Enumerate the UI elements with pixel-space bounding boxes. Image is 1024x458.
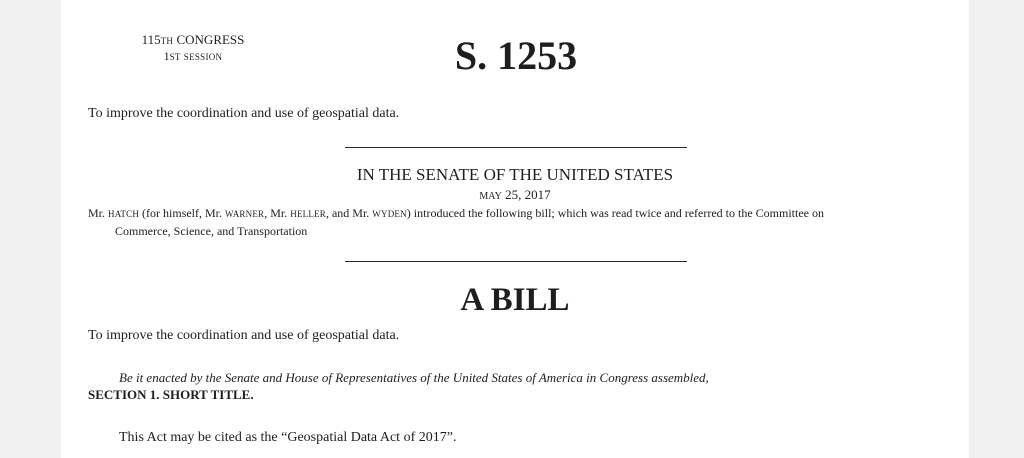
senate-heading: IN THE SENATE OF THE UNITED STATES bbox=[356, 165, 674, 184]
intro-part3: , and Mr. bbox=[325, 206, 370, 220]
divider-top bbox=[345, 147, 687, 148]
congress-number-suffix: TH bbox=[160, 36, 174, 46]
divider-bottom bbox=[345, 261, 687, 262]
short-title-text: This Act may be cited as the “Geospatial Data Act of 2017”. bbox=[119, 430, 457, 445]
sponsor-name: HATCH bbox=[108, 209, 140, 219]
session-word: SESSION bbox=[183, 52, 223, 62]
introduction-paragraph bbox=[88, 205, 958, 240]
intro-part1: (for himself, Mr. bbox=[142, 206, 223, 220]
date-rest: 25, 2017 bbox=[505, 187, 551, 202]
bill-purpose-top: To improve the coordination and use of geospatial data. bbox=[88, 106, 400, 121]
a-bill-heading: A BILL bbox=[460, 282, 570, 318]
intro-mr: Mr. bbox=[88, 206, 106, 220]
committee-continuation: Commerce, Science, and Transportation bbox=[115, 224, 308, 238]
enacting-clause: Be it enacted by the Senate and House of Representatives of the United States of America in Congress assembled, bbox=[119, 370, 709, 385]
cosponsor-3: WYDEN bbox=[372, 209, 407, 219]
bill-document-page bbox=[61, 0, 969, 458]
congress-word: CONGRESS bbox=[176, 32, 245, 47]
congress-label bbox=[138, 31, 248, 50]
bill-purpose-bottom: To improve the coordination and use of geospatial data. bbox=[88, 328, 400, 343]
intro-part2: , Mr. bbox=[264, 206, 288, 220]
intro-part4: ) introduced the following bill; which was read twice and referred to the Committee on bbox=[406, 206, 825, 220]
cosponsor-1: WARNER bbox=[225, 209, 265, 219]
session-suffix: ST bbox=[169, 52, 181, 62]
section-heading: SECTION 1. SHORT TITLE. bbox=[88, 387, 254, 402]
congress-number: 115 bbox=[141, 32, 161, 47]
date-month: MAY bbox=[479, 191, 502, 202]
cosponsor-2: HELLER bbox=[290, 209, 326, 219]
session-label bbox=[138, 49, 248, 64]
session-number: 1 bbox=[163, 49, 170, 63]
introduction-date bbox=[361, 187, 669, 205]
bill-number: S. 1253 bbox=[454, 33, 578, 78]
